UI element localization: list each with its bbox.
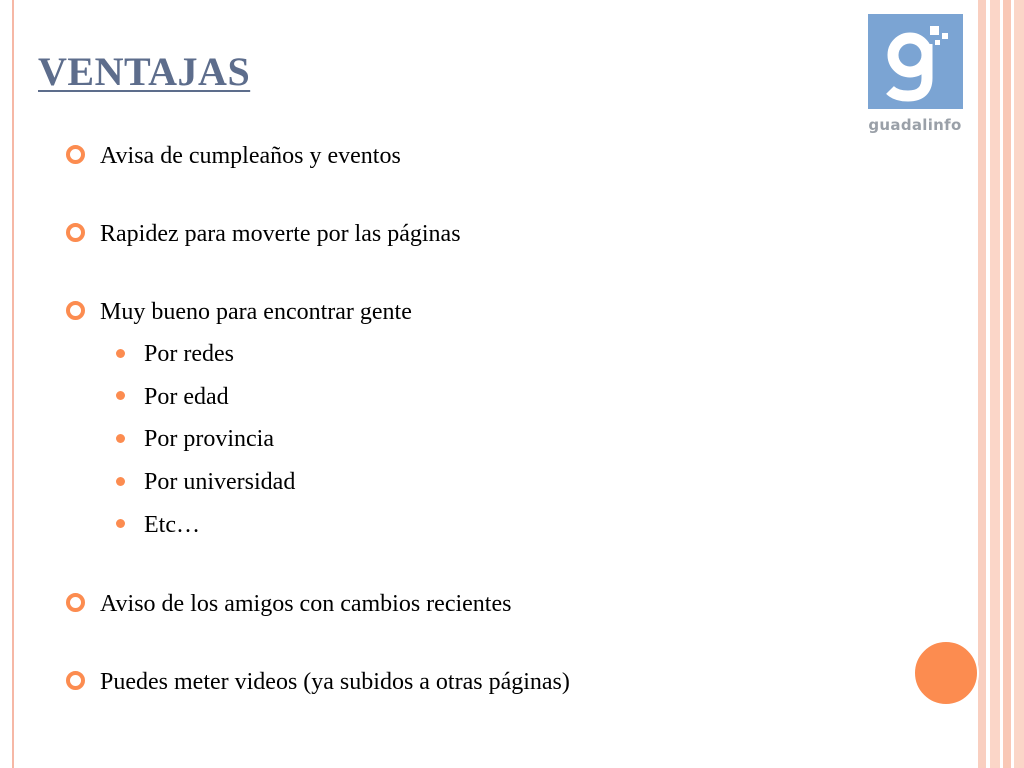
right-decorative-stripes <box>978 0 1024 768</box>
dot-bullet-icon <box>116 434 125 443</box>
stripe <box>990 0 1000 768</box>
ring-bullet-icon <box>66 145 85 164</box>
sub-bullet-item: Por redes <box>144 341 234 367</box>
logo-wordmark: guadalinfo <box>868 116 962 134</box>
stripe <box>978 0 986 768</box>
bullet-item: Aviso de los amigos con cambios recientes <box>100 591 512 617</box>
dot-bullet-icon <box>116 391 125 400</box>
sub-bullet-item: Etc… <box>144 512 200 538</box>
bullet-item: Muy bueno para encontrar gente <box>100 299 412 325</box>
ring-bullet-icon <box>66 223 85 242</box>
stripe <box>1003 0 1011 768</box>
sub-bullet-item: Por universidad <box>144 469 296 495</box>
slide-title: VENTAJAS <box>38 49 251 94</box>
dot-bullet-icon <box>116 519 125 528</box>
bullet-item: Avisa de cumpleaños y eventos <box>100 143 401 169</box>
ring-bullet-icon <box>66 593 85 612</box>
sub-bullet-item: Por edad <box>144 384 229 410</box>
sub-bullet-item: Por provincia <box>144 426 274 452</box>
dot-bullet-icon <box>116 349 125 358</box>
bullet-item: Puedes meter videos (ya subidos a otras páginas) <box>100 669 570 695</box>
ring-bullet-icon <box>66 671 85 690</box>
decorative-orange-circle <box>913 640 979 706</box>
dot-bullet-icon <box>116 477 125 486</box>
ring-bullet-icon <box>66 301 85 320</box>
stripe <box>1014 0 1024 768</box>
bullet-item: Rapidez para moverte por las páginas <box>100 221 461 247</box>
